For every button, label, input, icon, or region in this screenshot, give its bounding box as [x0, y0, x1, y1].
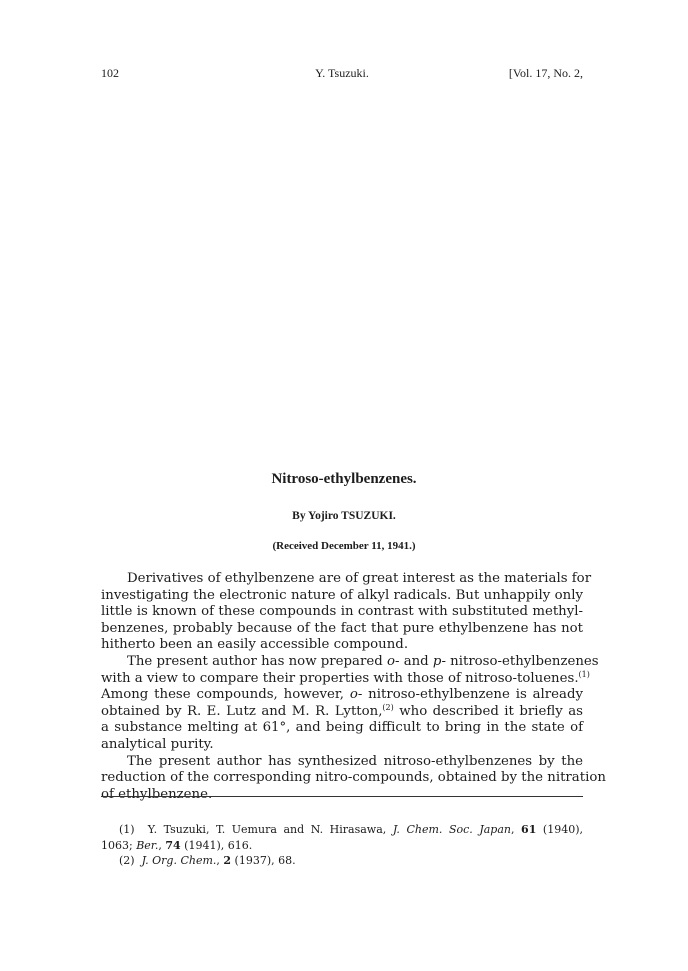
volume-number: 74: [165, 838, 181, 852]
text-run: ,: [216, 854, 224, 867]
footnote-1-continued: [101, 838, 583, 854]
footnote-ref: (1): [578, 669, 590, 679]
footnote-divider: [101, 796, 583, 797]
text-line: [101, 669, 590, 688]
text-run: - and: [394, 653, 433, 669]
running-author: Y. Tsuzuki.: [315, 66, 369, 80]
paragraph-1: [101, 571, 592, 654]
text-line: [101, 704, 583, 721]
paragraph-2: [101, 653, 599, 754]
text-run: obtained by R. E. Lutz and M. R. Lytton,: [101, 703, 383, 719]
text-run: - nitroso-ethylbenzenes: [441, 653, 599, 669]
footnote-marker: (2): [119, 854, 135, 867]
text-line: of ethylbenzene.: [101, 786, 213, 802]
volume-info: [Vol. 17, No. 2,: [508, 66, 583, 80]
text-run: (1937), 68.: [231, 854, 296, 867]
article-body: [101, 571, 606, 803]
footnote-ref: (2): [382, 702, 394, 712]
journal-name: J. Org. Chem.: [141, 854, 217, 867]
text-run: who described it briefly as: [393, 703, 583, 719]
footnote-2: [101, 853, 583, 869]
journal-name: Ber.: [136, 838, 159, 852]
article-byline: By Yojiro TSUZUKI.: [292, 510, 396, 522]
text-line: analytical purity.: [101, 736, 214, 752]
footnotes: [101, 822, 583, 869]
text-line: reduction of the corresponding nitro-compounds, obtained by the nitration: [101, 770, 606, 786]
article-title: Nitroso-ethylbenzenes.: [271, 471, 417, 487]
text-run: ,: [158, 838, 166, 852]
text-run: 1063;: [101, 838, 137, 852]
text-line: hitherto been an easily accessible compound.: [101, 637, 409, 653]
text-run: (1941), 616.: [180, 838, 253, 852]
text-line: little is known of these compounds in contrast with substituted methyl-: [101, 604, 583, 620]
journal-name: J. Chem. Soc. Japan: [392, 823, 511, 836]
received-date: (Received December 11, 1941.): [272, 540, 416, 552]
text-run: with a view to compare their properties with those of nitroso-toluenes.: [101, 670, 579, 686]
text-run: - nitroso-ethylbenzene is already: [357, 687, 583, 703]
para-prefix: p: [432, 653, 442, 669]
text-run: Among these compounds, however,: [101, 687, 350, 703]
footnote-1: [101, 822, 583, 838]
ortho-prefix: o: [349, 687, 358, 703]
volume-number: 61: [521, 823, 537, 836]
text-run: (1940),: [536, 823, 583, 836]
text-line: investigating the electronic nature of alkyl radicals. But unhappily only: [101, 587, 583, 603]
ortho-prefix: o: [386, 653, 395, 669]
footnote-marker: (1): [119, 823, 135, 836]
text-run: ,: [510, 823, 522, 836]
text-line: Derivatives of ethylbenzene are of great interest as the materials for: [127, 571, 592, 586]
volume-number: 2: [223, 854, 232, 867]
page-number: 102: [101, 66, 119, 80]
text-run: Y. Tsuzuki, T. Uemura and N. Hirasawa,: [147, 823, 393, 836]
text-line: [101, 653, 599, 671]
text-line: benzenes, probably because of the fact that pure ethylbenzene has not: [101, 620, 583, 636]
text-line: a substance melting at 61°, and being difficult to bring in the state of: [101, 720, 583, 736]
text-run: The present author has now prepared: [127, 653, 387, 669]
text-line: The present author has synthesized nitroso-ethylbenzenes by the: [127, 753, 583, 769]
running-header: [101, 66, 583, 82]
text-line: [101, 687, 583, 704]
